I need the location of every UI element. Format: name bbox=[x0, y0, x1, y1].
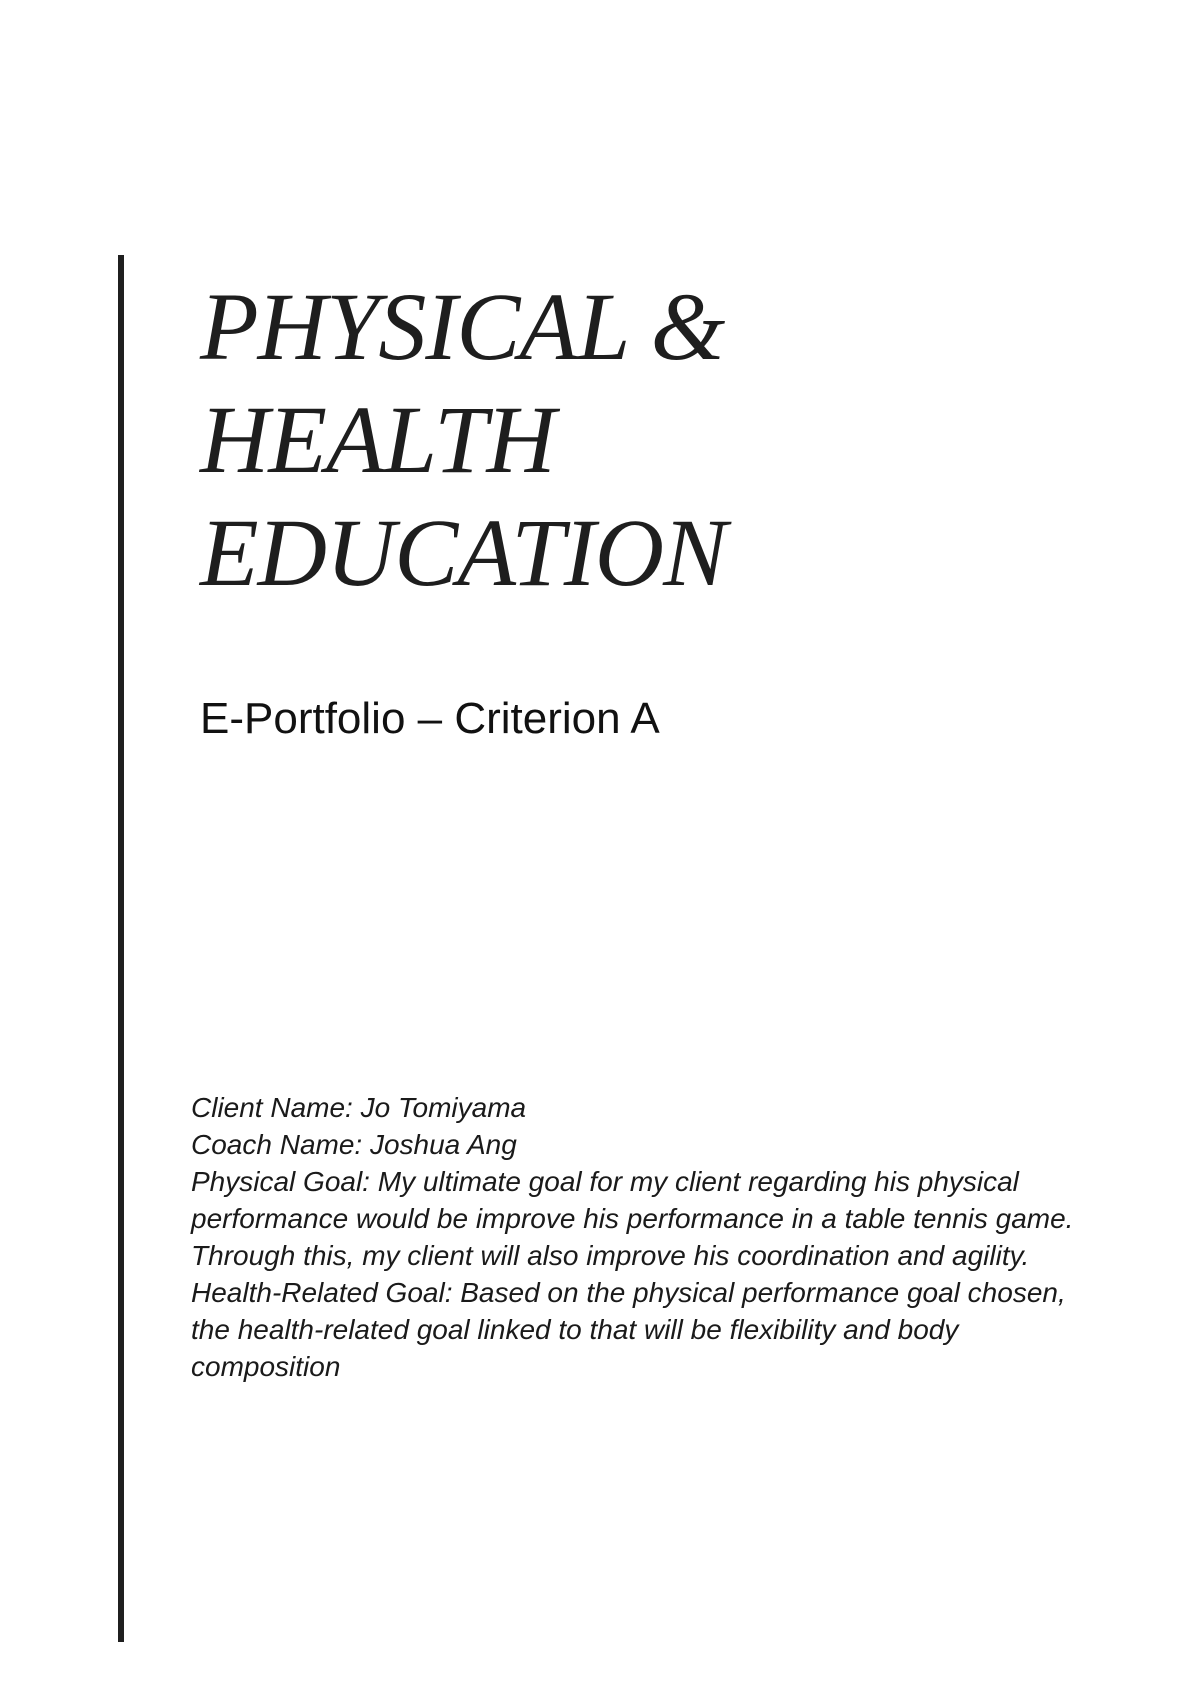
title-line-3: EDUCATION bbox=[200, 499, 727, 606]
left-vertical-rule bbox=[118, 255, 124, 1642]
title-line-2: HEALTH bbox=[200, 386, 555, 493]
client-details bbox=[191, 1089, 1091, 1385]
title-line-1: PHYSICAL & bbox=[200, 273, 725, 380]
document-title bbox=[200, 270, 960, 609]
physical-goal: Physical Goal: My ultimate goal for my client regarding his physical performance would be improve his performance in a table tennis game. Through this, my client will also improve his coordination and agility. bbox=[191, 1166, 1074, 1271]
client-name: Client Name: Jo Tomiyama bbox=[191, 1092, 527, 1123]
coach-name: Coach Name: Joshua Ang bbox=[191, 1129, 517, 1160]
document-subtitle: E-Portfolio – Criterion A bbox=[200, 694, 660, 743]
health-related-goal: Health-Related Goal: Based on the physical performance goal chosen, the health-related goal linked to that will be flexibility and body composition bbox=[191, 1277, 1066, 1382]
